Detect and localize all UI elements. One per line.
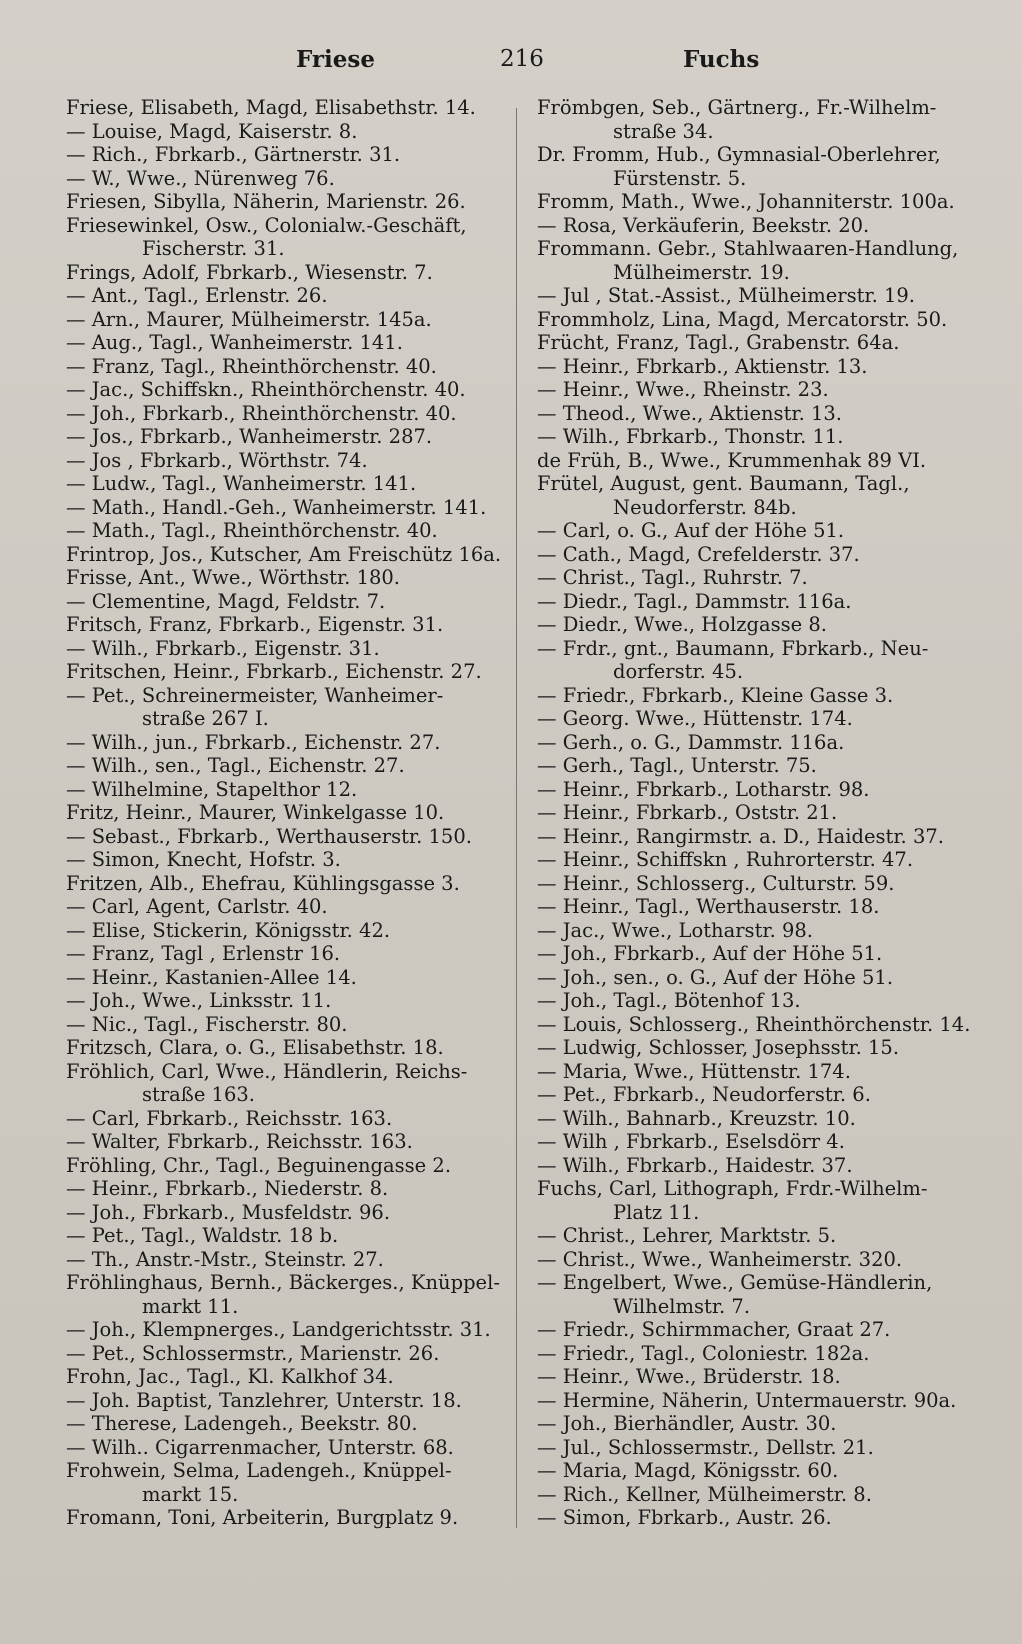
directory-entry: Frisse, Ant., Wwe., Wörthstr. 180.: [66, 566, 400, 589]
directory-entry: Frücht, Franz, Tagl., Grabenstr. 64a.: [537, 331, 900, 354]
directory-entry: — Hermine, Näherin, Untermauerstr. 90a.: [537, 1388, 957, 1412]
directory-entry: — Joh., Tagl., Bötenhof 13.: [537, 989, 801, 1012]
directory-entry: — Joh. Baptist, Tanzlehrer, Unterstr. 18.: [66, 1388, 462, 1412]
directory-entry: — Heinr., Schiffskn , Ruhrorterstr. 47.: [537, 848, 914, 871]
directory-entry: — Arn., Maurer, Mülheimerstr. 145a.: [66, 307, 432, 331]
directory-entry: — Pet., Fbrkarb., Neudorferstr. 6.: [537, 1083, 871, 1106]
directory-entry: Fröhling, Chr., Tagl., Beguinengasse 2.: [66, 1153, 452, 1177]
directory-entry: — Joh., Wwe., Linksstr. 11.: [66, 989, 332, 1012]
directory-entry: Frohn, Jac., Tagl., Kl. Kalkhof 34.: [66, 1365, 394, 1388]
directory-entry: — Joh., Fbrkarb., Auf der Höhe 51.: [537, 942, 883, 965]
directory-entry: — Joh., Fbrkarb., Rheinthörchenstr. 40.: [66, 401, 457, 425]
directory-entry: Fritzen, Alb., Ehefrau, Kühlingsgasse 3.: [66, 871, 460, 895]
directory-entry: — Diedr., Wwe., Holzgasse 8.: [537, 613, 827, 636]
entry-continuation: straße 267 I.: [142, 707, 269, 730]
left-column: [66, 96, 506, 1530]
directory-entry: — Sebast., Fbrkarb., Werthauserstr. 150.: [66, 824, 472, 848]
directory-entry: — Jos , Fbrkarb., Wörthstr. 74.: [66, 448, 368, 472]
directory-entry: — Heinr., Wwe., Brüderstr. 18.: [537, 1365, 841, 1388]
directory-entry: — Jul., Schlossermstr., Dellstr. 21.: [537, 1435, 874, 1459]
directory-entry: — Ant., Tagl., Erlenstr. 26.: [66, 284, 328, 307]
directory-entry: — Jac., Wwe., Lotharstr. 98.: [537, 918, 813, 942]
column-divider: [516, 108, 517, 1528]
directory-entry: — Jul , Stat.-Assist., Mülheimerstr. 19.: [537, 284, 916, 307]
directory-entry: — Heinr., Kastanien-Allee 14.: [66, 965, 357, 989]
entry-continuation: markt 11.: [142, 1294, 239, 1318]
directory-entry: — Pet., Schlossermstr., Marienstr. 26.: [66, 1341, 440, 1365]
directory-entry: — Carl, o. G., Auf der Höhe 51.: [537, 519, 845, 542]
directory-entry: — Math., Handl.-Geh., Wanheimerstr. 141.: [66, 495, 487, 519]
directory-entry: — Pet., Tagl., Waldstr. 18 b.: [66, 1224, 339, 1247]
directory-entry: — Louise, Magd, Kaiserstr. 8.: [66, 119, 358, 143]
directory-entry: — Nic., Tagl., Fischerstr. 80.: [66, 1012, 348, 1036]
directory-entry: — Christ., Lehrer, Marktstr. 5.: [537, 1224, 837, 1247]
directory-entry: — W., Wwe., Nürenweg 76.: [66, 166, 335, 190]
directory-entry: — Rich., Kellner, Mülheimerstr. 8.: [537, 1482, 872, 1506]
directory-entry: — Diedr., Tagl., Dammstr. 116a.: [537, 589, 852, 613]
header-right-entry: Fuchs: [683, 46, 760, 73]
directory-entry: Friesewinkel, Osw., Colonialw.-Geschäft,: [66, 213, 467, 237]
entry-continuation: Fischerstr. 31.: [142, 237, 285, 260]
directory-entry: — Georg. Wwe., Hüttenstr. 174.: [537, 707, 853, 730]
directory-entry: — Wilh., sen., Tagl., Eichenstr. 27.: [66, 754, 405, 777]
directory-entry: — Joh., Fbrkarb., Musfeldstr. 96.: [66, 1200, 391, 1224]
directory-entry: Fromm, Math., Wwe., Johanniterstr. 100a.: [537, 190, 955, 213]
entry-continuation: Neudorferstr. 84b.: [613, 495, 797, 519]
directory-entry: Fröhlinghaus, Bernh., Bäckerges., Knüppel-: [66, 1271, 500, 1294]
page-number: 216: [500, 46, 544, 72]
directory-entry: — Christ., Wwe., Wanheimerstr. 320.: [537, 1247, 903, 1271]
directory-entry: — Louis, Schlosserg., Rheinthörchenstr. 14.: [537, 1012, 971, 1036]
directory-entry: — Friedr., Tagl., Coloniestr. 182a.: [537, 1341, 870, 1365]
directory-entry: de Früh, B., Wwe., Krummenhak 89 VI.: [537, 448, 927, 472]
directory-entry: — Franz, Tagl , Erlenstr 16.: [66, 942, 341, 965]
directory-entry: Frings, Adolf, Fbrkarb., Wiesenstr. 7.: [66, 260, 433, 284]
directory-entry: — Heinr., Tagl., Werthauserstr. 18.: [537, 895, 880, 918]
directory-entry: — Engelbert, Wwe., Gemüse-Händlerin,: [537, 1271, 933, 1294]
directory-entry: — Simon, Knecht, Hofstr. 3.: [66, 848, 341, 871]
directory-entry: — Wilh.. Cigarrenmacher, Unterstr. 68.: [66, 1435, 454, 1459]
directory-entry: Fuchs, Carl, Lithograph, Frdr.-Wilhelm-: [537, 1177, 928, 1200]
directory-entry: — Friedr., Fbrkarb., Kleine Gasse 3.: [537, 683, 894, 707]
directory-entry: — Rich., Fbrkarb., Gärtnerstr. 31.: [66, 143, 401, 166]
entry-continuation: dorferstr. 45.: [613, 660, 744, 683]
directory-entry: — Ludwig, Schlosser, Josephsstr. 15.: [537, 1036, 900, 1059]
directory-entry: — Heinr., Fbrkarb., Lotharstr. 98.: [537, 777, 870, 801]
directory-entry: — Gerh., Tagl., Unterstr. 75.: [537, 754, 817, 777]
directory-entry: — Wilh., jun., Fbrkarb., Eichenstr. 27.: [66, 730, 441, 754]
entry-continuation: Platz 11.: [613, 1200, 700, 1224]
directory-entry: Dr. Fromm, Hub., Gymnasial-Oberlehrer,: [537, 143, 941, 166]
directory-entry: Fröhlich, Carl, Wwe., Händlerin, Reichs-: [66, 1059, 468, 1083]
directory-entry: Frohwein, Selma, Ladengeh., Knüppel-: [66, 1459, 452, 1482]
directory-entry: — Heinr., Rangirmstr. a. D., Haidestr. 37.: [537, 824, 944, 848]
directory-entry: — Wilh., Bahnarb., Kreuzstr. 10.: [537, 1106, 856, 1130]
directory-entry: — Math., Tagl., Rheinthörchenstr. 40.: [66, 519, 438, 542]
directory-entry: — Gerh., o. G., Dammstr. 116a.: [537, 730, 845, 754]
entry-continuation: Mülheimerstr. 19.: [613, 260, 790, 284]
entry-continuation: markt 15.: [142, 1482, 239, 1506]
entry-continuation: straße 163.: [142, 1083, 255, 1106]
directory-entry: — Aug., Tagl., Wanheimerstr. 141.: [66, 331, 403, 354]
directory-entry: — Wilhelmine, Stapelthor 12.: [66, 777, 358, 801]
directory-entry: — Franz, Tagl., Rheinthörchenstr. 40.: [66, 354, 437, 378]
directory-entry: — Th., Anstr.-Mstr., Steinstr. 27.: [66, 1247, 384, 1271]
directory-entry: — Joh., Klempnerges., Landgerichtsstr. 31.: [66, 1318, 491, 1341]
directory-entry: — Simon, Fbrkarb., Austr. 26.: [537, 1506, 832, 1529]
directory-entry: — Wilh., Fbrkarb., Eigenstr. 31.: [66, 636, 380, 660]
directory-entry: — Wilh., Fbrkarb., Haidestr. 37.: [537, 1153, 853, 1177]
right-column: [537, 96, 977, 1530]
directory-entry: — Heinr., Fbrkarb., Niederstr. 8.: [66, 1177, 389, 1200]
directory-entry: Friesen, Sibylla, Näherin, Marienstr. 26.: [66, 190, 466, 213]
directory-entry: Fritz, Heinr., Maurer, Winkelgasse 10.: [66, 801, 445, 824]
directory-entry: — Clementine, Magd, Feldstr. 7.: [66, 589, 386, 613]
directory-entry: — Wilh , Fbrkarb., Eselsdörr 4.: [537, 1130, 845, 1153]
directory-entry: — Friedr., Schirmmacher, Graat 27.: [537, 1318, 891, 1341]
directory-entry: — Heinr., Fbrkarb., Oststr. 21.: [537, 801, 838, 824]
entry-continuation: Fürstenstr. 5.: [613, 166, 747, 190]
directory-entry: Fritzsch, Clara, o. G., Elisabethstr. 18.: [66, 1036, 444, 1059]
directory-entry: — Heinr., Wwe., Rheinstr. 23.: [537, 378, 829, 401]
directory-entry: — Carl, Agent, Carlstr. 40.: [66, 895, 328, 918]
directory-entry: — Ludw., Tagl., Wanheimerstr. 141.: [66, 472, 417, 495]
directory-entry: — Rosa, Verkäuferin, Beekstr. 20.: [537, 213, 870, 237]
directory-entry: Frömbgen, Seb., Gärtnerg., Fr.-Wilhelm-: [537, 96, 937, 119]
directory-entry: — Jac., Schiffskn., Rheinthörchenstr. 40.: [66, 378, 466, 401]
directory-entry: Frintrop, Jos., Kutscher, Am Freischütz 16a.: [66, 542, 502, 566]
directory-entry: — Maria, Magd, Königsstr. 60.: [537, 1459, 839, 1482]
directory-entry: Fritsch, Franz, Fbrkarb., Eigenstr. 31.: [66, 613, 444, 636]
directory-entry: — Carl, Fbrkarb., Reichsstr. 163.: [66, 1106, 393, 1130]
directory-entry: — Elise, Stickerin, Königsstr. 42.: [66, 918, 391, 942]
entry-continuation: Wilhelmstr. 7.: [613, 1294, 751, 1318]
header-left-entry: Friese: [296, 46, 375, 73]
directory-entry: — Walter, Fbrkarb., Reichsstr. 163.: [66, 1130, 413, 1153]
directory-entry: — Cath., Magd, Crefelderstr. 37.: [537, 542, 860, 566]
page-header: [0, 46, 1022, 86]
directory-entry: — Frdr., gnt., Baumann, Fbrkarb., Neu-: [537, 636, 929, 660]
directory-entry: — Christ., Tagl., Ruhrstr. 7.: [537, 566, 808, 589]
directory-entry: — Therese, Ladengeh., Beekstr. 80.: [66, 1412, 418, 1435]
directory-entry: Fromann, Toni, Arbeiterin, Burgplatz 9.: [66, 1506, 459, 1529]
directory-entry: — Pet., Schreinermeister, Wanheimer-: [66, 683, 444, 707]
directory-entry: Frommann. Gebr., Stahlwaaren-Handlung,: [537, 237, 959, 260]
directory-entry: — Heinr., Schlosserg., Culturstr. 59.: [537, 871, 895, 895]
directory-entry: Fritschen, Heinr., Fbrkarb., Eichenstr. 27.: [66, 660, 482, 683]
entry-continuation: straße 34.: [613, 119, 714, 143]
directory-entry: — Wilh., Fbrkarb., Thonstr. 11.: [537, 425, 844, 448]
directory-entry: Frommholz, Lina, Magd, Mercatorstr. 50.: [537, 307, 948, 331]
directory-entry: — Theod., Wwe., Aktienstr. 13.: [537, 401, 842, 425]
directory-entry: Friese, Elisabeth, Magd, Elisabethstr. 14.: [66, 96, 476, 119]
directory-entry: Frütel, August, gent. Baumann, Tagl.,: [537, 472, 910, 495]
directory-entry: — Joh., Bierhändler, Austr. 30.: [537, 1412, 837, 1435]
directory-entry: — Maria, Wwe., Hüttenstr. 174.: [537, 1059, 851, 1083]
directory-entry: — Joh., sen., o. G., Auf der Höhe 51.: [537, 965, 894, 989]
directory-entry: — Heinr., Fbrkarb., Aktienstr. 13.: [537, 354, 868, 378]
directory-entry: — Jos., Fbrkarb., Wanheimerstr. 287.: [66, 425, 433, 448]
